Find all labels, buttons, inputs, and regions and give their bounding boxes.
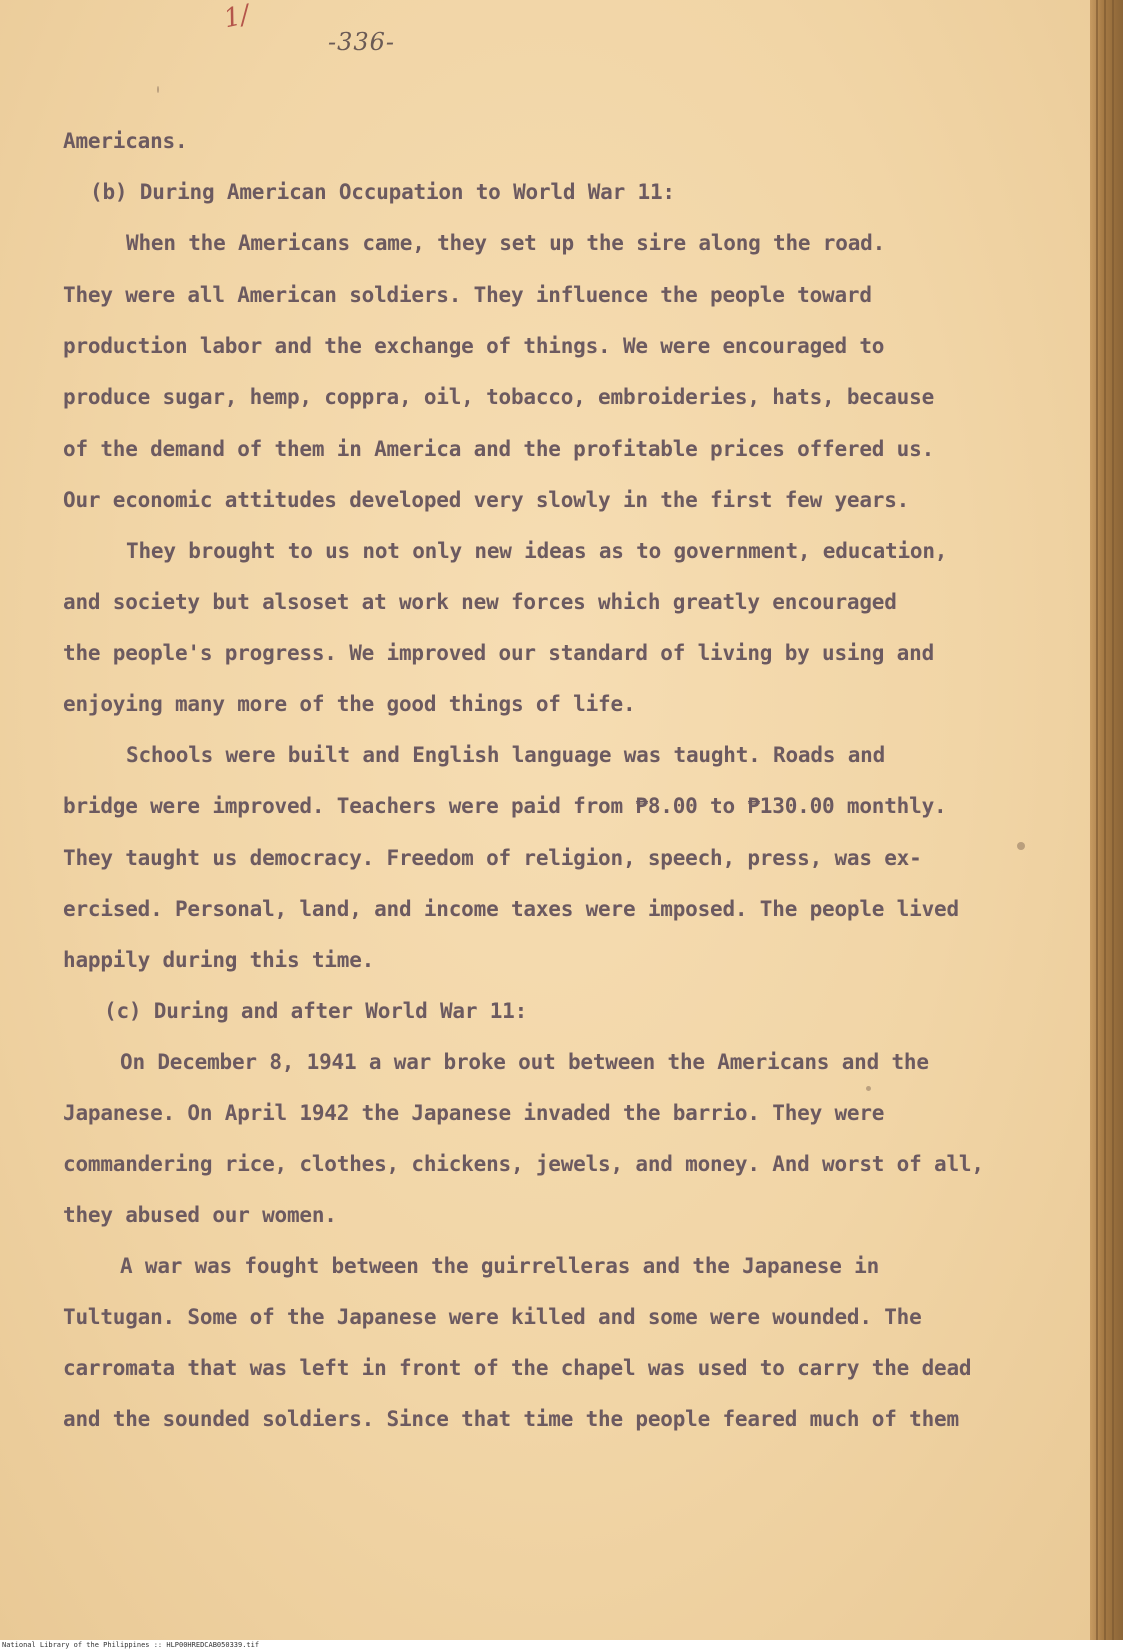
text-line: and society but alsoset at work new forces which greatly encouraged: [63, 590, 897, 614]
binding-line: [1112, 0, 1114, 1650]
text-line: Our economic attitudes developed very slowly in the first few years.: [63, 488, 910, 512]
text-line: produce sugar, hemp, coppra, oil, tobacco, embroideries, hats, because: [63, 385, 935, 409]
text-line: Schools were built and English language was taught. Roads and: [126, 743, 886, 767]
page-binding-edge: [1090, 0, 1123, 1650]
text-line: happily during this time.: [63, 948, 375, 972]
text-line: ercised. Personal, land, and income taxes were imposed. The people lived: [63, 897, 959, 921]
text-line: production labor and the exchange of things. We were encouraged to: [63, 334, 885, 358]
page-number: -336-: [328, 28, 396, 56]
text-line: Japanese. On April 1942 the Japanese invaded the barrio. They were: [63, 1101, 885, 1125]
text-line: the people's progress. We improved our standard of living by using and: [63, 641, 935, 665]
text-line: Tultugan. Some of the Japanese were killed and some were wounded. The: [63, 1305, 922, 1329]
text-line: They were all American soldiers. They influence the people toward: [63, 283, 872, 307]
text-line: enjoying many more of the good things of life.: [63, 692, 636, 716]
text-line: and the sounded soldiers. Since that time the people feared much of them: [63, 1407, 959, 1431]
text-line: On December 8, 1941 a war broke out between the Americans and the: [120, 1050, 929, 1074]
text-line: commandering rice, clothes, chickens, jewels, and money. And worst of all,: [63, 1152, 984, 1176]
binding-line: [1104, 0, 1106, 1650]
ink-spot: [1017, 842, 1025, 850]
text-line: They taught us democracy. Freedom of religion, speech, press, was ex-: [63, 846, 922, 870]
text-line: bridge were improved. Teachers were paid from ₱8.00 to ₱130.00 monthly.: [63, 794, 947, 818]
ink-spot: [866, 1086, 871, 1091]
text-line: carromata that was left in front of the chapel was used to carry the dead: [63, 1356, 972, 1380]
text-line: they abused our women.: [63, 1203, 337, 1227]
text-line: Americans.: [63, 129, 188, 153]
footer-caption: National Library of the Philippines :: HLP00HREDCAB050339.tif: [2, 1641, 260, 1649]
marginal-mark: 1/: [221, 0, 253, 35]
section-heading: (c) During and after World War 11:: [104, 999, 528, 1023]
text-line: of the demand of them in America and the profitable prices offered us.: [63, 437, 935, 461]
ink-spot: [157, 86, 159, 93]
text-line: They brought to us not only new ideas as to government, education,: [126, 539, 948, 563]
text-line: When the Americans came, they set up the sire along the road.: [126, 231, 886, 255]
binding-line: [1096, 0, 1098, 1650]
text-line: A war was fought between the guirrelleras and the Japanese in: [120, 1254, 880, 1278]
section-heading: (b) During American Occupation to World War 11:: [90, 180, 675, 204]
